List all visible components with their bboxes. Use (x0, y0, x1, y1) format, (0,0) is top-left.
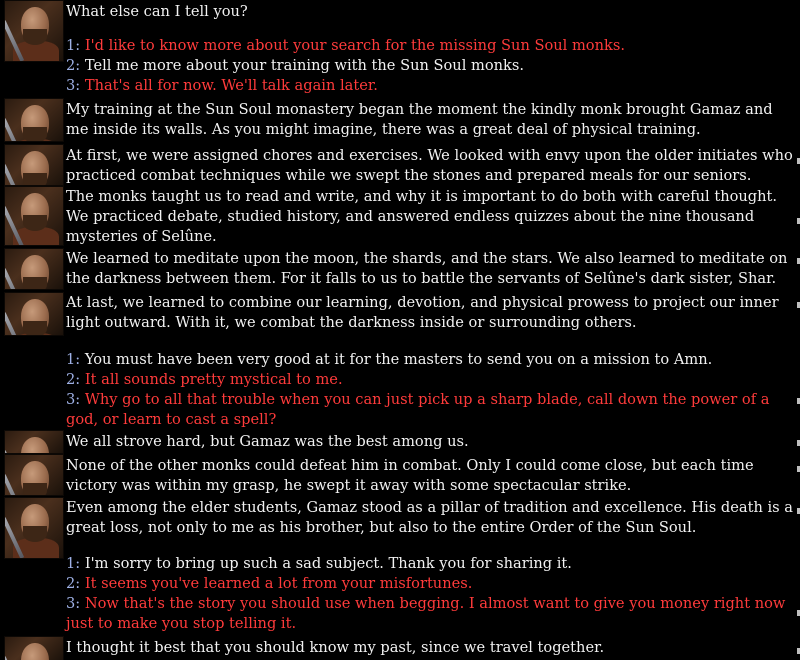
option-number: 2: (66, 575, 81, 592)
npc-line: We learned to meditate upon the moon, the shards, and the stars. We also learned to meditate on the darkness between them. For it falls to us to battle the servants of Selûne's dark sister, Shar. (66, 250, 788, 287)
reply-option-3[interactable] (66, 76, 794, 96)
npc-line: At first, we were assigned chores and exercises. We looked with envy upon the older initiates who practiced combat techniques while we swept the stones and prepared meals for our seniors. (66, 147, 793, 184)
option-number: 1: (66, 351, 81, 368)
npc-line: I thought it best that you should know my past, since we travel together. (66, 639, 605, 656)
option-number: 1: (66, 555, 81, 572)
option-text: I'd like to know more about your search for the missing Sun Soul monks. (84, 37, 625, 54)
speaker-portrait (4, 248, 64, 290)
reply-option-2[interactable] (66, 56, 794, 76)
option-text: You must have been very good at it for the masters to send you on a mission to Amn. (84, 351, 713, 368)
option-number: 1: (66, 37, 81, 54)
speaker-portrait (4, 636, 64, 660)
speaker-portrait (4, 292, 64, 336)
speaker-portrait (4, 454, 64, 496)
speaker-portrait (4, 98, 64, 142)
reply-option-3[interactable] (66, 390, 794, 430)
reply-option-1[interactable] (66, 554, 794, 574)
option-number: 3: (66, 595, 81, 612)
speaker-portrait (4, 430, 64, 454)
reply-option-1[interactable] (66, 36, 794, 56)
reply-option-1[interactable] (66, 350, 794, 370)
option-text: Why go to all that trouble when you can just pick up a sharp blade, call down the power of a god, or learn to cast a spell? (66, 391, 770, 428)
npc-line: Even among the elder students, Gamaz stood as a pillar of tradition and excellence. His death is a great loss, not only to me as his brother, but also to the entire Order of the Sun Soul. (66, 499, 793, 536)
npc-line: At last, we learned to combine our learning, devotion, and physical prowess to project our inner light outward. With it, we combat the darkness inside or surrounding others. (66, 294, 779, 331)
speaker-portrait (4, 0, 64, 62)
option-text: It all sounds pretty mystical to me. (84, 371, 343, 388)
npc-line: What else can I tell you? (66, 3, 248, 20)
reply-option-3[interactable] (66, 594, 794, 634)
speaker-portrait (4, 186, 64, 246)
reply-options (66, 36, 794, 96)
npc-line: My training at the Sun Soul monastery began the moment the kindly monk brought Gamaz and me inside its walls. As you might imagine, there was a great deal of physical training. (66, 101, 773, 138)
option-number: 2: (66, 371, 81, 388)
option-text: It seems you've learned a lot from your misfortunes. (84, 575, 473, 592)
reply-options (66, 350, 794, 430)
option-number: 3: (66, 391, 81, 408)
speaker-portrait (4, 144, 64, 186)
npc-line: We all strove hard, but Gamaz was the best among us. (66, 433, 469, 450)
npc-line: The monks taught us to read and write, and why it is important to do both with careful thought. We practiced debate, studied history, and answered endless quizzes about the nine thousand mysteries of Selûne. (66, 188, 778, 245)
option-number: 2: (66, 57, 81, 74)
option-number: 3: (66, 77, 81, 94)
option-text: That's all for now. We'll talk again later. (84, 77, 378, 94)
reply-option-2[interactable] (66, 370, 794, 390)
speaker-portrait (4, 497, 64, 559)
npc-line: None of the other monks could defeat him in combat. Only I could come close, but each time victory was within my grasp, he swept it away with some spectacular strike. (66, 457, 754, 494)
option-text: I'm sorry to bring up such a sad subject. Thank you for sharing it. (84, 555, 572, 572)
option-text: Tell me more about your training with the Sun Soul monks. (84, 57, 524, 74)
option-text: Now that's the story you should use when begging. I almost want to give you money right now just to make you stop telling it. (66, 595, 786, 632)
reply-option-2[interactable] (66, 574, 794, 594)
reply-options (66, 554, 794, 634)
